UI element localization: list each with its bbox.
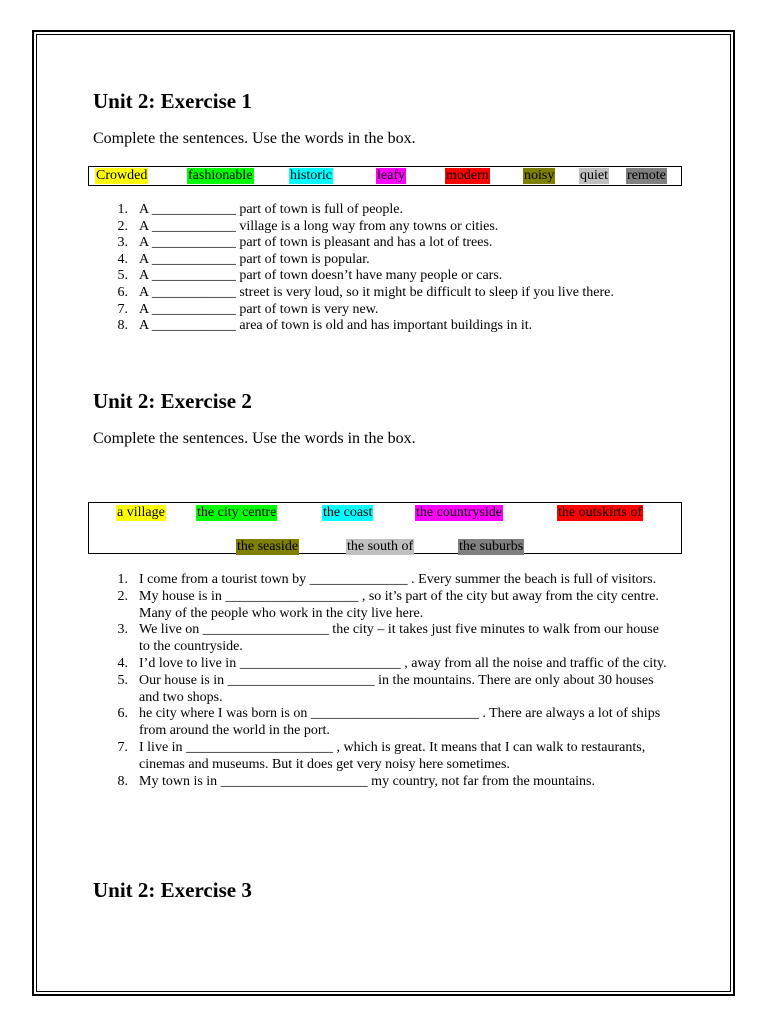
- list-item-number: 3.: [117, 622, 128, 638]
- list-item: [112, 656, 672, 673]
- exercise3-title: Unit 2: Exercise 3: [93, 878, 252, 902]
- list-item-number: 5.: [117, 268, 128, 284]
- list-item-text: I’d love to live in _______________________ , away from all the noise and traffic of the city.: [139, 655, 667, 671]
- word-chip: remote: [627, 168, 666, 183]
- list-item-text: My town is in _____________________ my country, not far from the mountains.: [139, 773, 595, 789]
- word-chip: a village: [117, 505, 165, 520]
- list-item-text: A ____________ part of town is popular.: [139, 251, 370, 267]
- list-item-number: 4.: [117, 251, 128, 267]
- list-item-number: 8.: [117, 318, 128, 334]
- list-item: [112, 202, 702, 219]
- list-item-number: 2.: [117, 218, 128, 234]
- word-chip: noisy: [524, 168, 555, 183]
- list-item-text: A ____________ village is a long way from any towns or cities.: [139, 218, 499, 234]
- list-item: [112, 740, 672, 774]
- word-chip: modern: [446, 168, 489, 183]
- list-item: [112, 572, 672, 589]
- exercise2-title: Unit 2: Exercise 2: [93, 389, 252, 413]
- list-item: [112, 622, 672, 656]
- list-item-text: he city where I was born is on ________________________ . There are always a lot of ships from around the world in the port.: [139, 706, 661, 739]
- list-item-text: Our house is in _____________________ in the mountains. There are only about 30 houses and two shops.: [139, 672, 654, 705]
- list-item-number: 7.: [117, 301, 128, 317]
- exercise1-word-box: [88, 166, 682, 186]
- word-chip: quiet: [580, 168, 608, 183]
- word-chip: leafy: [377, 168, 405, 183]
- word-chip: the countryside: [416, 505, 502, 520]
- list-item-number: 3.: [117, 235, 128, 251]
- list-item-number: 1.: [117, 202, 128, 217]
- list-item: [112, 252, 702, 269]
- list-item: [112, 673, 672, 707]
- list-item: [112, 268, 702, 285]
- word-chip: fashionable: [188, 168, 253, 183]
- word-chip: the south of: [347, 539, 414, 554]
- list-item: [112, 285, 702, 302]
- list-item-number: 6.: [117, 284, 128, 300]
- word-chip: the outskirts of: [558, 505, 642, 520]
- list-item: [112, 219, 702, 236]
- list-item: [112, 774, 672, 791]
- word-chip: Crowded: [96, 168, 148, 183]
- list-item-text: I live in _____________________ , which is great. It means that I can walk to restaurants, cinemas and museums. But it does get very noisy here sometimes.: [139, 739, 646, 772]
- list-item-number: 4.: [117, 655, 128, 671]
- list-item-text: A ____________ part of town is full of people.: [139, 202, 404, 217]
- list-item-text: A ____________ street is very loud, so it might be difficult to sleep if you live there.: [139, 284, 614, 300]
- list-item-number: 1.: [117, 572, 128, 587]
- list-item: [112, 235, 702, 252]
- list-item-number: 2.: [117, 588, 128, 604]
- exercise1-sentence-list: [112, 202, 702, 335]
- word-chip: historic: [290, 168, 332, 183]
- list-item-text: I come from a tourist town by ______________ . Every summer the beach is full of visitors.: [139, 572, 657, 587]
- exercise2-word-box: [88, 502, 682, 554]
- word-chip: the suburbs: [459, 539, 524, 554]
- list-item-number: 6.: [117, 706, 128, 722]
- word-chip: the coast: [323, 505, 373, 520]
- list-item-text: A ____________ part of town doesn’t have many people or cars.: [139, 268, 503, 284]
- list-item-number: 7.: [117, 739, 128, 755]
- list-item-number: 5.: [117, 672, 128, 688]
- exercise1-instruction: Complete the sentences. Use the words in the box.: [93, 130, 416, 147]
- list-item: [112, 589, 672, 623]
- word-chip: the city centre: [197, 505, 277, 520]
- word-chip: the seaside: [237, 539, 299, 554]
- list-item-text: We live on __________________ the city – it takes just five minutes to walk from our house to the countryside.: [139, 622, 659, 655]
- exercise2-sentence-list: [112, 572, 672, 790]
- exercise1-title: Unit 2: Exercise 1: [93, 89, 252, 113]
- list-item-number: 8.: [117, 773, 128, 789]
- list-item: [112, 302, 702, 319]
- list-item-text: A ____________ part of town is pleasant and has a lot of trees.: [139, 235, 493, 251]
- list-item-text: A ____________ area of town is old and has important buildings in it.: [139, 318, 533, 334]
- exercise2-instruction: Complete the sentences. Use the words in the box.: [93, 430, 416, 447]
- list-item: [112, 318, 702, 335]
- list-item-text: A ____________ part of town is very new.: [139, 301, 379, 317]
- list-item-text: My house is in ___________________ , so it’s part of the city but away from the city centre. Many of the people who work in the city live here.: [139, 588, 659, 621]
- list-item: [112, 706, 672, 740]
